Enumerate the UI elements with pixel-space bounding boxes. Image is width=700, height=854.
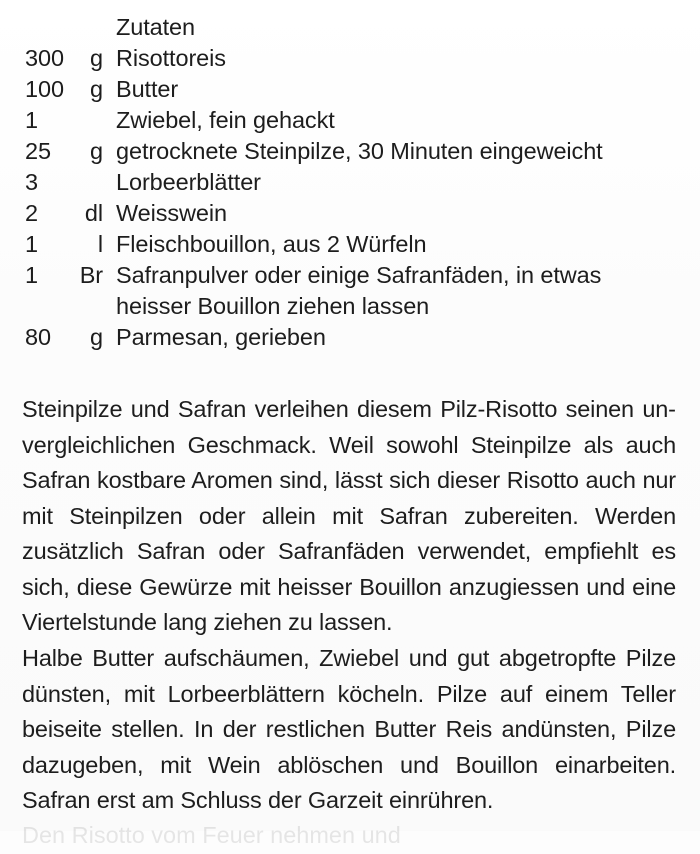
ingredient-quantity: 3 xyxy=(25,169,38,195)
ingredient-unit xyxy=(73,12,103,43)
ingredient-quantity: 100 xyxy=(25,76,64,102)
ingredient-unit: g xyxy=(90,324,103,350)
ingredient-description: Butter xyxy=(116,76,179,102)
ingredient-quantity: 25 xyxy=(25,138,51,164)
ingredient-description: Zwiebel, fein gehackt xyxy=(116,107,335,133)
ingredient-quantity xyxy=(0,12,73,43)
recipe-intro-paragraph xyxy=(22,392,676,641)
ingredients-body xyxy=(0,12,700,353)
ingredient-unit: Br xyxy=(79,262,103,288)
recipe-method-paragraph xyxy=(22,641,676,819)
ingredients-heading-row xyxy=(0,12,700,43)
ingredient-quantity: 80 xyxy=(25,324,51,350)
ingredient-description: Lorbeerblätter xyxy=(116,169,261,195)
ingredient-description-line-2: heisser Bouillon ziehen lassen xyxy=(116,293,430,319)
ingredient-unit xyxy=(73,167,103,198)
ingredient-description: Fleischbouillon, aus 2 Würfeln xyxy=(116,231,427,257)
ingredient-row xyxy=(0,74,700,105)
ingredient-description xyxy=(103,260,700,322)
ingredient-quantity: 1 xyxy=(25,262,38,288)
ingredient-quantity: 300 xyxy=(25,45,64,71)
ingredient-row xyxy=(0,260,700,322)
ingredient-unit: g xyxy=(90,76,103,102)
ingredient-unit xyxy=(73,105,103,136)
ingredient-description: Weisswein xyxy=(116,200,227,226)
ingredient-unit: g xyxy=(90,45,103,71)
ingredients-heading: Zutaten xyxy=(116,14,195,40)
ingredient-unit: dl xyxy=(84,200,103,226)
ingredient-row xyxy=(0,167,700,198)
cut-off-next-line: Den Risotto vom Feuer nehmen und xyxy=(22,822,401,848)
ingredient-description-line-1: Safranpulver oder einige Safranfäden, in etwas xyxy=(116,262,602,288)
paragraph-text: Halbe Butter aufschäumen, Zwiebel und gut abgetropfte Pilze dünsten, mit Lorbeerblättern köcheln. Pilze auf einem Teller beiseite stellen. In der restlichen Butter Reis andünsten, Pilze dazugeben, mit Wein ablöschen und Bouillon einarbeiten. Safran erst am Schluss der Garzeit einrühren. xyxy=(22,645,676,813)
ingredient-description: Risottoreis xyxy=(116,45,226,71)
ingredient-row xyxy=(0,229,700,260)
ingredient-row xyxy=(0,136,700,167)
ingredient-row xyxy=(0,322,700,353)
ingredient-quantity: 2 xyxy=(25,200,38,226)
ingredient-quantity: 1 xyxy=(25,107,38,133)
ingredient-description: getrocknete Steinpilze, 30 Minuten eingeweicht xyxy=(116,138,603,164)
ingredients-table xyxy=(0,12,700,353)
ingredient-row xyxy=(0,105,700,136)
paragraph-text: Steinpilze und Safran verleihen diesem Pilz-Risotto seinen unvergleichlichen Geschmack. Weil sowohl Steinpilze als auch Safran kostbare Aromen sind, lässt sich dieser Risotto auch nur mit Steinpilzen oder allein mit Safran zubereiten. Werden zusätzlich Safran oder Safranfäden verwendet, empfiehlt es sich, diese Gewürze mit heisser Bouillon anzugiessen und eine Viertelstunde lang ziehen zu lassen. xyxy=(22,396,676,635)
ingredient-unit: g xyxy=(90,138,103,164)
ingredient-description: Parmesan, gerieben xyxy=(116,324,326,350)
ingredient-row xyxy=(0,198,700,229)
ingredient-row xyxy=(0,43,700,74)
ingredient-unit: l xyxy=(97,231,103,257)
ingredient-quantity: 1 xyxy=(25,231,38,257)
